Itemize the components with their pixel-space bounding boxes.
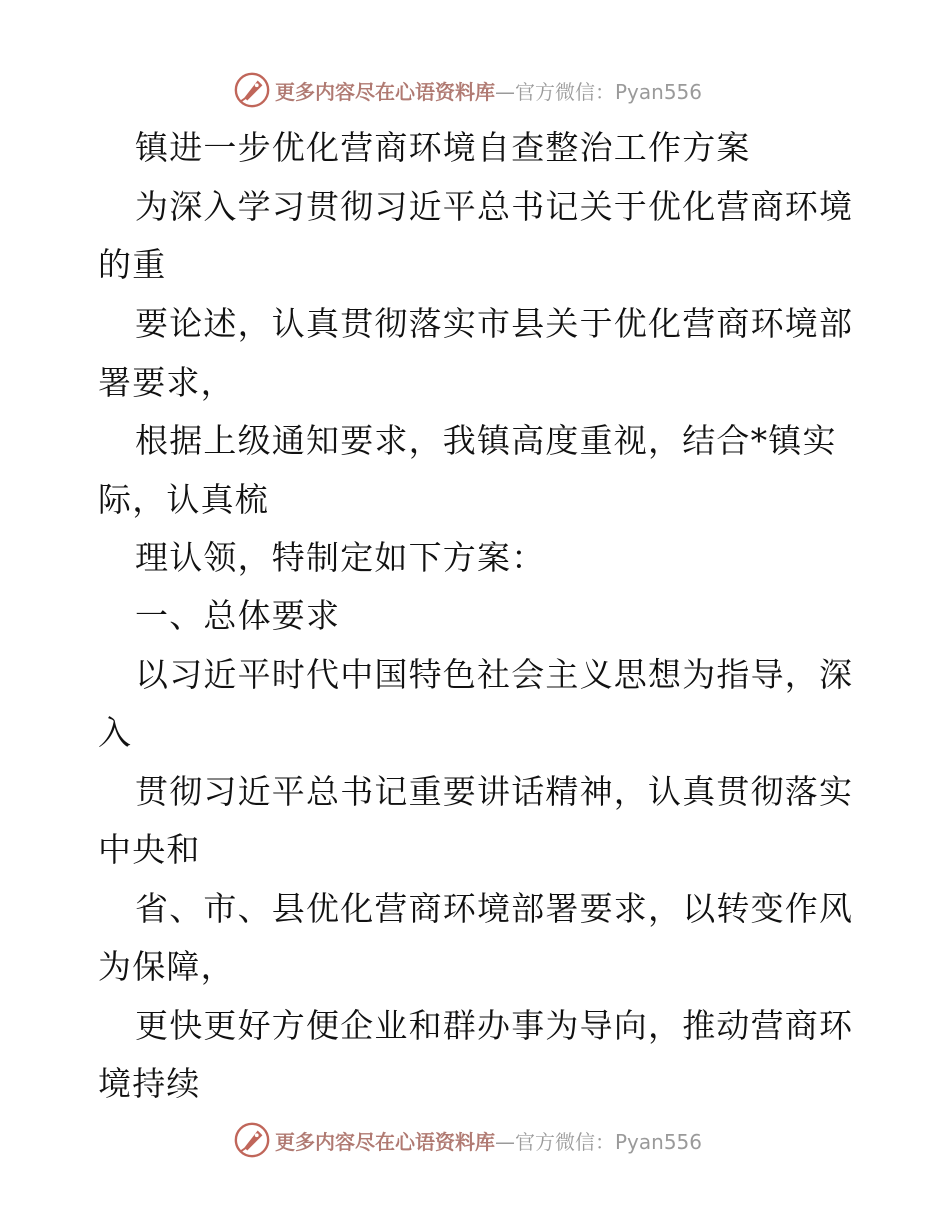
text-line: 际，认真梳 bbox=[98, 480, 269, 519]
text-line: 为保障， bbox=[98, 947, 235, 986]
text-line: 贯彻习近平总书记重要讲话精神，认真贯彻落实 bbox=[135, 772, 854, 811]
text-line: 要论述，认真贯彻落实市县关于优化营商环境部 bbox=[135, 304, 854, 343]
text-line: 更快更好方便企业和群办事为导向，推动营商环 bbox=[135, 1006, 854, 1045]
text-line: 境持续 bbox=[98, 1064, 201, 1103]
text-line: 入 bbox=[98, 713, 133, 752]
text-line: 的重 bbox=[98, 245, 167, 284]
banner-tail-text: —官方微信：Pyan556 bbox=[495, 1129, 703, 1154]
banner-main-text: 更多内容尽在心语资料库 bbox=[275, 1129, 495, 1154]
banner-tail-text: —官方微信：Pyan556 bbox=[495, 79, 703, 104]
text-line: 署要求， bbox=[98, 363, 235, 402]
section-heading: 一、总体要求 bbox=[135, 596, 341, 635]
pen-nib-logo-icon bbox=[233, 1121, 271, 1159]
text-line: 中央和 bbox=[98, 830, 201, 869]
banner-text bbox=[275, 76, 702, 105]
text-line: 理认领，特制定如下方案： bbox=[135, 538, 546, 577]
text-line: 以习近平时代中国特色社会主义思想为指导，深 bbox=[135, 655, 854, 694]
text-line: 根据上级通知要求，我镇高度重视，结合*镇实 bbox=[135, 421, 837, 460]
footer-banner bbox=[233, 1120, 702, 1160]
banner-text bbox=[275, 1126, 702, 1155]
text-line: 省、市、县优化营商环境部署要求，以转变作风 bbox=[135, 889, 854, 928]
pen-nib-logo-icon bbox=[233, 71, 271, 109]
document-title: 镇进一步优化营商环境自查整治工作方案 bbox=[135, 128, 751, 167]
header-banner bbox=[233, 70, 702, 110]
text-line: 为深入学习贯彻习近平总书记关于优化营商环境 bbox=[135, 187, 854, 226]
banner-main-text: 更多内容尽在心语资料库 bbox=[275, 79, 495, 104]
